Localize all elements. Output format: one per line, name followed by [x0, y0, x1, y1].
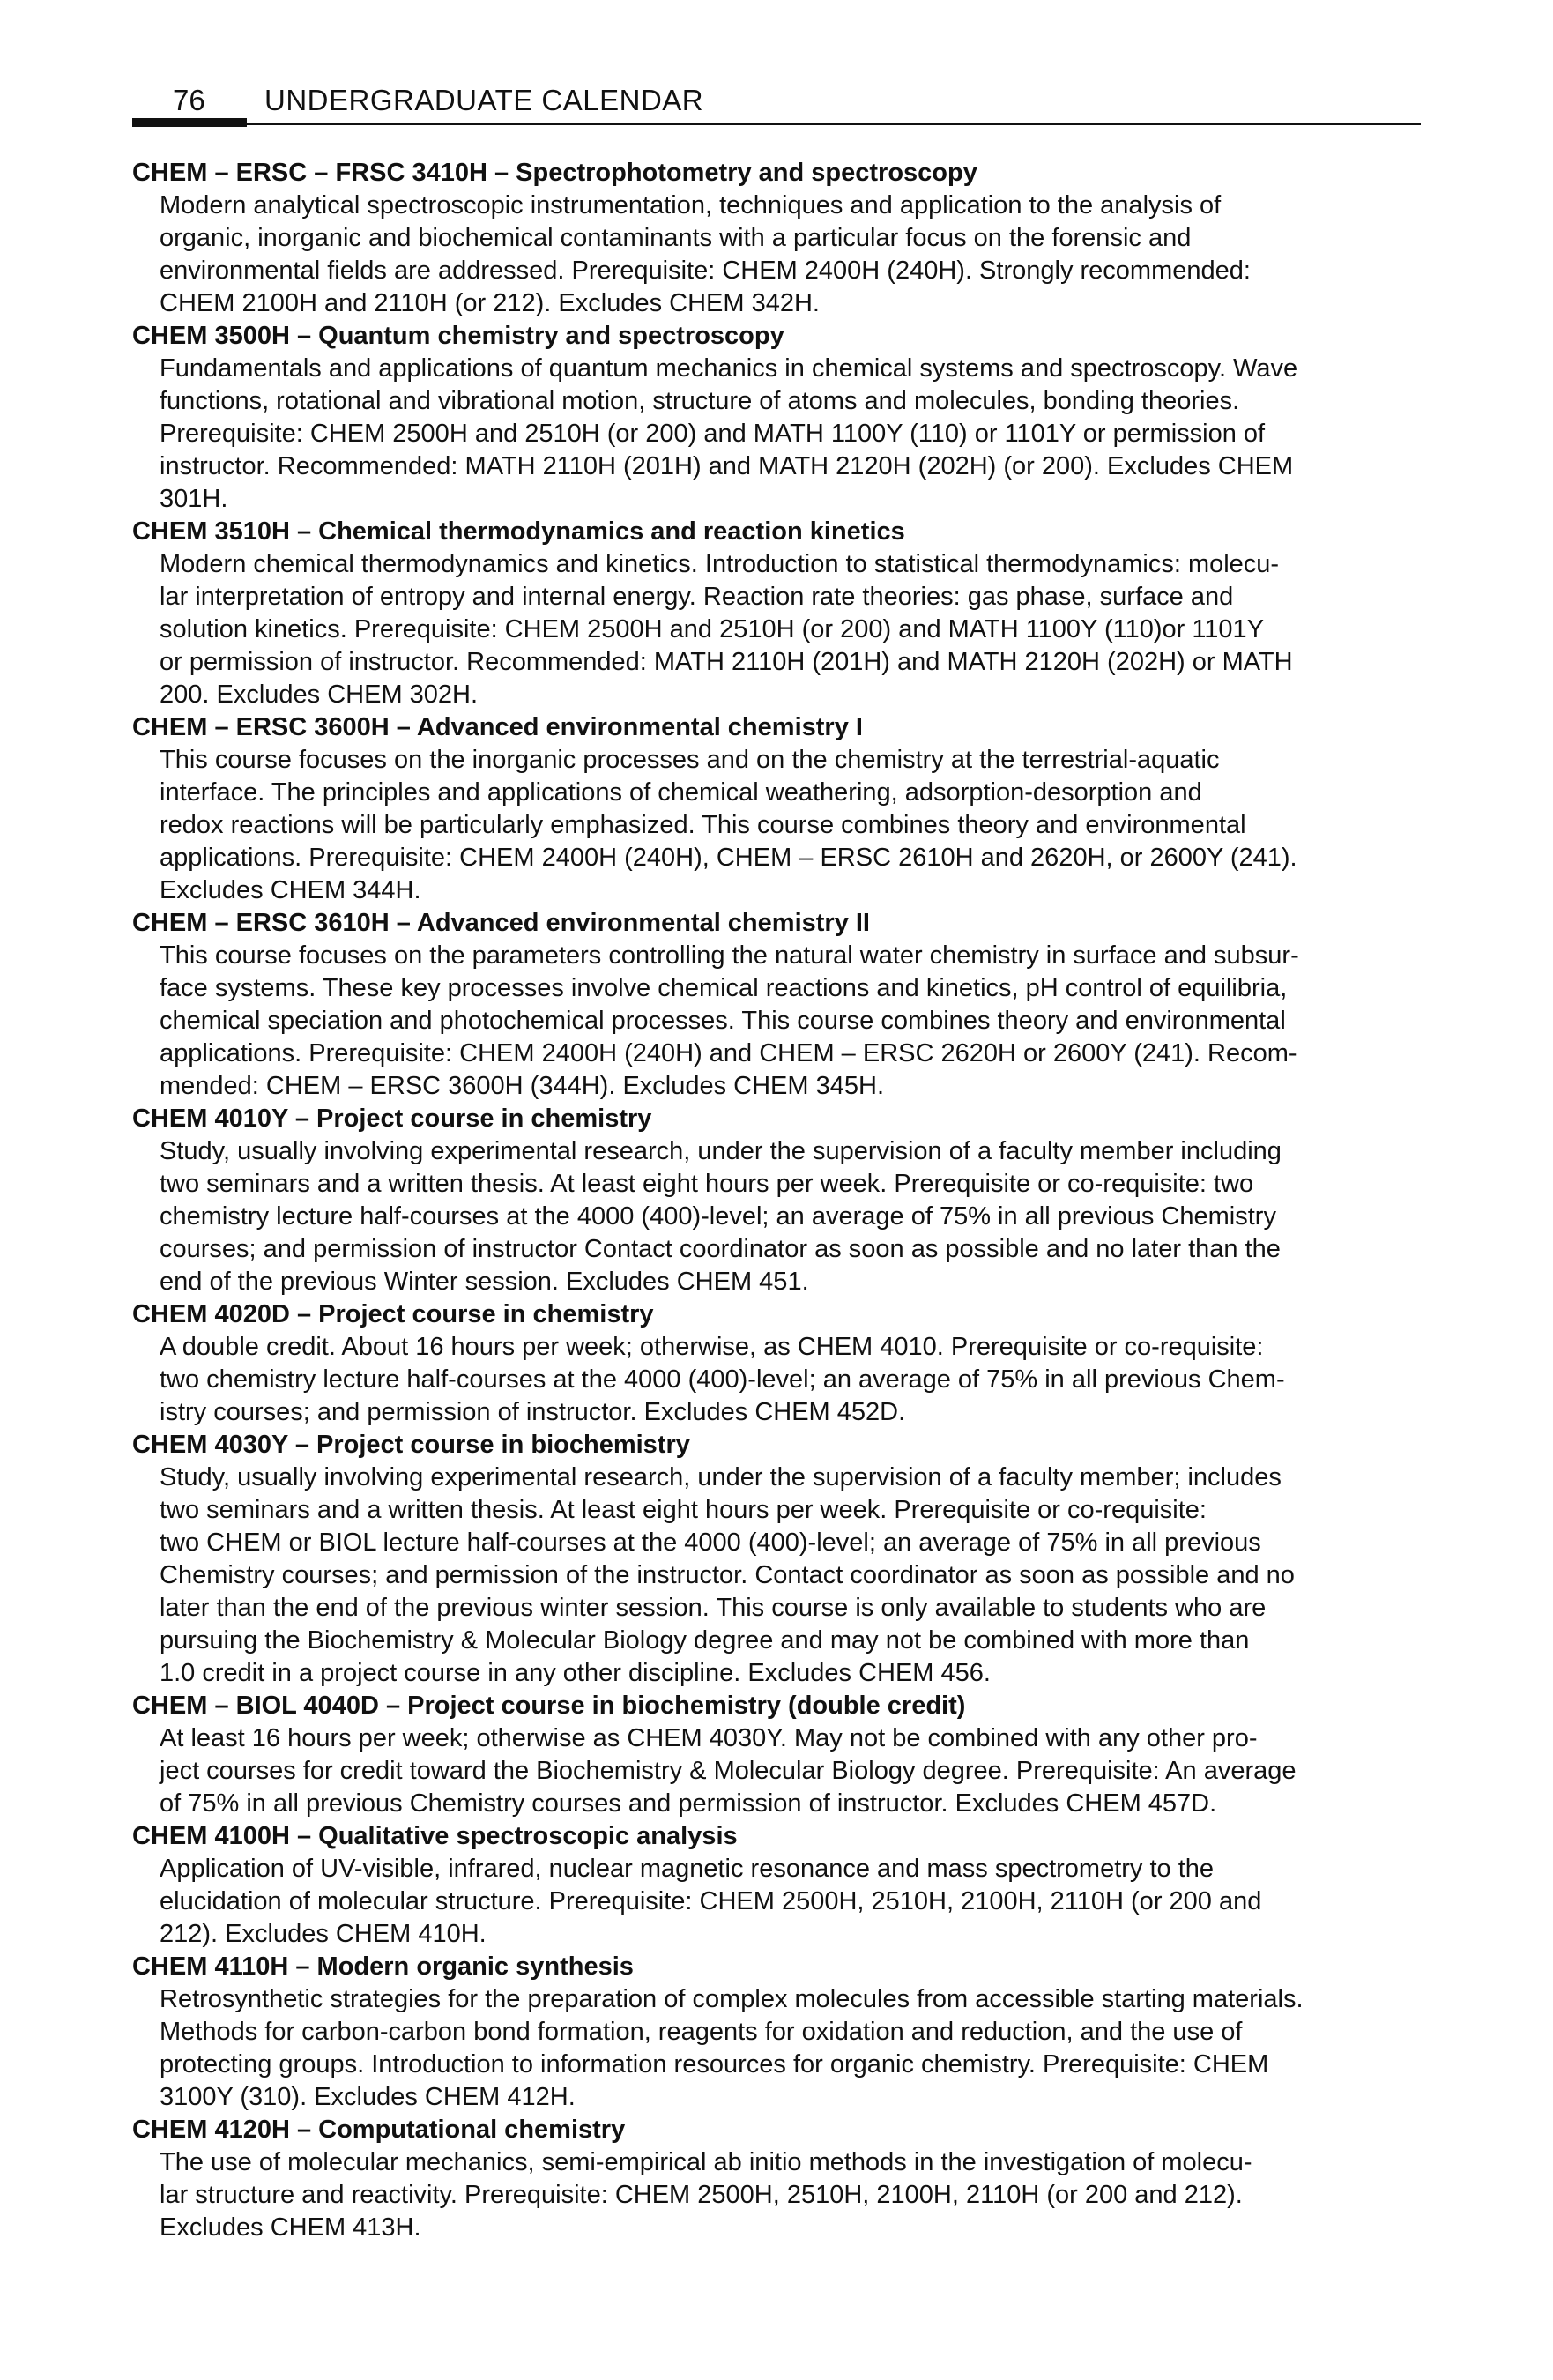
description-line: Study, usually involving experimental research, under the supervision of a faculty member including — [160, 1137, 1282, 1165]
description-line: This course focuses on the parameters controlling the natural water chemistry in surface and subsur- — [160, 941, 1299, 970]
description-line: or permission of instructor. Recommended: MATH 2110H (201H) and MATH 2120H (202H) or MATH — [160, 648, 1293, 676]
course-description — [160, 353, 1421, 516]
course-entry — [132, 1820, 1421, 1951]
description-line: lar structure and reactivity. Prerequisite: CHEM 2500H, 2510H, 2100H, 2110H (or 200 and 212). — [160, 2181, 1243, 2209]
course-entry — [132, 711, 1421, 907]
description-line: The use of molecular mechanics, semi-empirical ab initio methods in the investigation of molecu- — [160, 2148, 1252, 2176]
course-title: CHEM – ERSC 3610H – Advanced environmental chemistry II — [132, 909, 870, 937]
page-number: 76 — [173, 84, 205, 116]
description-line: functions, rotational and vibrational motion, structure of atoms and molecules, bonding theories. — [160, 387, 1240, 415]
description-line: ject courses for credit toward the Biochemistry & Molecular Biology degree. Prerequisite: An average — [160, 1757, 1297, 1785]
description-line: Fundamentals and applications of quantum mechanics in chemical systems and spectroscopy. Wave — [160, 354, 1298, 383]
description-line: chemical speciation and photochemical processes. This course combines theory and environmental — [160, 1007, 1286, 1035]
course-title: CHEM 4020D – Project course in chemistry — [132, 1300, 654, 1328]
description-line: of 75% in all previous Chemistry courses and permission of instructor. Excludes CHEM 457D. — [160, 1789, 1217, 1818]
course-description — [160, 1853, 1421, 1951]
description-line: face systems. These key processes involve chemical reactions and kinetics, pH control of equilibria, — [160, 974, 1288, 1002]
description-line: 212). Excludes CHEM 410H. — [160, 1920, 487, 1948]
description-line: A double credit. About 16 hours per week; otherwise, as CHEM 4010. Prerequisite or co-requisite: — [160, 1333, 1264, 1361]
description-line: applications. Prerequisite: CHEM 2400H (240H), CHEM – ERSC 2610H and 2620H, or 2600Y (241). — [160, 844, 1297, 872]
description-line: CHEM 2100H and 2110H (or 212). Excludes CHEM 342H. — [160, 289, 820, 317]
course-entry — [132, 1951, 1421, 2114]
course-title: CHEM 4030Y – Project course in biochemistry — [132, 1431, 690, 1459]
course-description — [160, 1331, 1421, 1429]
description-line: courses; and permission of instructor Contact coordinator as soon as possible and no later than the — [160, 1235, 1281, 1263]
description-line: elucidation of molecular structure. Prerequisite: CHEM 2500H, 2510H, 2100H, 2110H (or 200 and — [160, 1887, 1262, 1915]
description-line: lar interpretation of entropy and internal energy. Reaction rate theories: gas phase, surface and — [160, 583, 1234, 611]
course-title: CHEM – ERSC – FRSC 3410H – Spectrophotometry and spectroscopy — [132, 159, 977, 187]
description-line: 200. Excludes CHEM 302H. — [160, 681, 479, 709]
course-title: CHEM 3510H – Chemical thermodynamics and reaction kinetics — [132, 517, 905, 546]
course-description — [160, 1983, 1421, 2114]
description-line: environmental fields are addressed. Prerequisite: CHEM 2400H (240H). Strongly recommended: — [160, 257, 1251, 285]
description-line: mended: CHEM – ERSC 3600H (344H). Excludes CHEM 345H. — [160, 1072, 884, 1100]
description-line: 1.0 credit in a project course in any other discipline. Excludes CHEM 456. — [160, 1659, 991, 1687]
description-line: later than the end of the previous winter session. This course is only available to students who are — [160, 1594, 1267, 1622]
running-title: UNDERGRADUATE CALENDAR — [264, 84, 704, 116]
description-line: This course focuses on the inorganic processes and on the chemistry at the terrestrial-aquatic — [160, 746, 1220, 774]
course-title: CHEM 4110H – Modern organic synthesis — [132, 1952, 634, 1981]
description-line: two chemistry lecture half-courses at the 4000 (400)-level; an average of 75% in all previous Chem- — [160, 1365, 1285, 1394]
description-line: two seminars and a written thesis. At least eight hours per week. Prerequisite or co-requisite: — [160, 1496, 1207, 1524]
course-entry — [132, 320, 1421, 516]
description-line: istry courses; and permission of instructor. Excludes CHEM 452D. — [160, 1398, 906, 1426]
description-line: applications. Prerequisite: CHEM 2400H (240H) and CHEM – ERSC 2620H or 2600Y (241). Recom- — [160, 1039, 1297, 1067]
description-line: Prerequisite: CHEM 2500H and 2510H (or 200) and MATH 1100Y (110) or 1101Y or permission of — [160, 420, 1266, 448]
course-entry — [132, 1298, 1421, 1429]
course-entry — [132, 157, 1421, 320]
description-line: solution kinetics. Prerequisite: CHEM 2500H and 2510H (or 200) and MATH 1100Y (110)or 1101Y — [160, 615, 1265, 643]
course-title: CHEM 4100H – Qualitative spectroscopic analysis — [132, 1822, 738, 1850]
description-line: Methods for carbon-carbon bond formation, reagents for oxidation and reduction, and the use of — [160, 2018, 1243, 2046]
course-description — [160, 1722, 1421, 1820]
course-description — [160, 190, 1421, 320]
description-line: Modern chemical thermodynamics and kinetics. Introduction to statistical thermodynamics: molecu- — [160, 550, 1280, 578]
course-description — [160, 940, 1421, 1103]
description-line: Chemistry courses; and permission of the instructor. Contact coordinator as soon as possible and no — [160, 1561, 1295, 1589]
description-line: two seminars and a written thesis. At least eight hours per week. Prerequisite or co-requisite: two — [160, 1170, 1254, 1198]
description-line: two CHEM or BIOL lecture half-courses at the 4000 (400)-level; an average of 75% in all previous — [160, 1528, 1261, 1557]
description-line: Modern analytical spectroscopic instrumentation, techniques and application to the analysis of — [160, 191, 1222, 219]
course-title: CHEM – BIOL 4040D – Project course in biochemistry (double credit) — [132, 1692, 966, 1720]
description-line: Application of UV-visible, infrared, nuclear magnetic resonance and mass spectrometry to the — [160, 1855, 1215, 1883]
description-line: interface. The principles and applications of chemical weathering, adsorption-desorption and — [160, 778, 1202, 807]
description-line: 301H. — [160, 485, 228, 513]
header-rule — [132, 123, 1421, 125]
description-line: redox reactions will be particularly emphasized. This course combines theory and environmental — [160, 811, 1246, 839]
course-title: CHEM 4010Y – Project course in chemistry — [132, 1104, 652, 1133]
description-line: pursuing the Biochemistry & Molecular Biology degree and may not be combined with more than — [160, 1626, 1250, 1655]
course-entry — [132, 1103, 1421, 1298]
course-title: CHEM 3500H – Quantum chemistry and spectroscopy — [132, 322, 784, 350]
description-line: end of the previous Winter session. Excludes CHEM 451. — [160, 1268, 809, 1296]
description-line: chemistry lecture half-courses at the 4000 (400)-level; an average of 75% in all previous Chemistry — [160, 1202, 1276, 1231]
course-description — [160, 548, 1421, 711]
course-list — [132, 157, 1421, 2244]
course-entry — [132, 2114, 1421, 2244]
course-entry — [132, 1690, 1421, 1820]
description-line: At least 16 hours per week; otherwise as CHEM 4030Y. May not be combined with any other pro- — [160, 1724, 1258, 1752]
course-entry — [132, 907, 1421, 1103]
course-description — [160, 2146, 1421, 2244]
description-line: Excludes CHEM 413H. — [160, 2213, 421, 2242]
course-description — [160, 744, 1421, 907]
description-line: instructor. Recommended: MATH 2110H (201H) and MATH 2120H (202H) (or 200). Excludes CHEM — [160, 452, 1294, 480]
course-description — [160, 1135, 1421, 1298]
course-title: CHEM – ERSC 3600H – Advanced environmental chemistry I — [132, 713, 863, 741]
description-line: 3100Y (310). Excludes CHEM 412H. — [160, 2083, 576, 2111]
course-entry — [132, 1429, 1421, 1690]
course-entry — [132, 516, 1421, 711]
description-line: Excludes CHEM 344H. — [160, 876, 421, 904]
course-description — [160, 1461, 1421, 1690]
course-title: CHEM 4120H – Computational chemistry — [132, 2116, 626, 2144]
description-line: Retrosynthetic strategies for the preparation of complex molecules from accessible starting materials. — [160, 1985, 1304, 2013]
description-line: Study, usually involving experimental research, under the supervision of a faculty member; includes — [160, 1463, 1282, 1491]
description-line: organic, inorganic and biochemical contaminants with a particular focus on the forensic and — [160, 224, 1192, 252]
description-line: protecting groups. Introduction to information resources for organic chemistry. Prerequisite: CHEM — [160, 2050, 1269, 2079]
page-header — [132, 81, 1421, 129]
